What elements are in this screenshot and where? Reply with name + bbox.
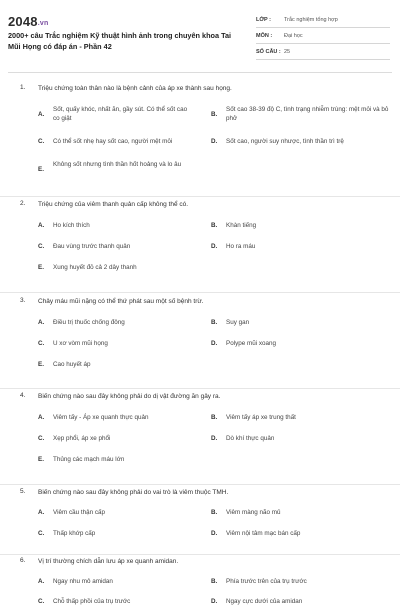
question-text: Biến chứng nào sau đây không phải do vai trò là viêm thuộc TMH. bbox=[38, 489, 229, 496]
document-meta bbox=[256, 14, 390, 62]
option-letter: E. bbox=[38, 166, 44, 173]
meta-class-value: Trắc nghiệm tổng hợp bbox=[284, 17, 338, 23]
option-letter: D. bbox=[211, 530, 218, 537]
option-letter: D. bbox=[211, 340, 218, 347]
meta-class-label: LỚP : bbox=[256, 17, 271, 23]
option-text: Sốt, quấy khóc, nhất ăn, gầy sút. Có thể sốt cao co giật bbox=[53, 106, 188, 122]
question-6 bbox=[0, 555, 400, 605]
question-number: 2. bbox=[20, 200, 26, 207]
option-text: Cao huyết áp bbox=[53, 361, 91, 368]
question-text: Chảy máu mũi nặng có thể thứ phát sau một số bệnh trừ. bbox=[38, 298, 204, 305]
question-2 bbox=[0, 197, 400, 293]
document-title: 2000+ câu Trắc nghiệm Kỹ thuật hình ảnh trong chuyên khoa Tai Mũi Họng có đáp án - Phần 42 bbox=[8, 31, 232, 51]
header-divider bbox=[8, 72, 392, 73]
option-letter: A. bbox=[38, 509, 45, 516]
site-logo[interactable] bbox=[8, 14, 48, 29]
meta-count-label: SỐ CÂU : bbox=[256, 49, 281, 55]
option-text: Đau vùng trước thanh quản bbox=[53, 243, 131, 250]
option-text: Chỗ thấp phồi của trụ trước bbox=[53, 598, 131, 605]
option-text: Ho kích thích bbox=[53, 222, 90, 229]
question-text: Biến chứng nào sau đây không phải do dị vật đường ăn gây ra. bbox=[38, 393, 221, 400]
question-number: 5. bbox=[20, 488, 26, 495]
option-text: Ngay nhu mô amidan bbox=[53, 578, 113, 585]
option-text: Thấp khớp cấp bbox=[53, 530, 96, 537]
option-letter: B. bbox=[211, 222, 218, 229]
option-letter: C. bbox=[38, 243, 45, 250]
option-text: Ngay cực dưới của amidan bbox=[226, 598, 303, 605]
question-text: Triệu chứng của viêm thanh quản cấp không thể có. bbox=[38, 201, 189, 208]
option-letter: C. bbox=[38, 435, 45, 442]
option-text: Có thể sốt nhẹ hay sốt cao, người mệt mỏi bbox=[53, 138, 173, 145]
meta-count-value: 25 bbox=[284, 49, 291, 55]
option-letter: C. bbox=[38, 598, 45, 605]
question-number: 6. bbox=[20, 557, 26, 564]
option-text: Viêm nội tâm mạc bán cấp bbox=[226, 530, 301, 537]
option-letter: C. bbox=[38, 340, 45, 347]
option-text: Sốt cao 38-39 độ C, tình trạng nhiễm trùng: mệt mỏi và bỏ phở bbox=[226, 106, 389, 122]
option-text: Thủng các mạch máu lớn bbox=[53, 456, 125, 463]
option-letter: B. bbox=[211, 319, 218, 326]
meta-subject-label: MÔN : bbox=[256, 33, 273, 39]
page-header bbox=[0, 0, 400, 70]
meta-class bbox=[256, 14, 390, 28]
logo-text: 2048 bbox=[8, 14, 38, 29]
question-text: Vị trí thường chích dẫn lưu áp xe quanh amidan. bbox=[38, 558, 179, 565]
option-text: Khàn tiếng bbox=[226, 222, 257, 229]
option-letter: D. bbox=[211, 598, 218, 605]
option-text: Xung huyết đỏ cả 2 dây thanh bbox=[53, 264, 137, 271]
option-letter: A. bbox=[38, 111, 45, 118]
option-text: Polype mũi xoang bbox=[226, 340, 277, 347]
option-text: Dò khí thực quản bbox=[226, 435, 275, 442]
option-letter: B. bbox=[211, 111, 218, 118]
meta-subject-value: Đại học bbox=[284, 33, 303, 39]
option-letter: A. bbox=[38, 414, 45, 421]
option-text: Phía trước trên của trụ trước bbox=[226, 578, 307, 585]
option-letter: C. bbox=[38, 138, 45, 145]
option-text: Viêm tấy - Áp xe quanh thực quản bbox=[53, 414, 149, 421]
option-letter: B. bbox=[211, 578, 218, 585]
option-text: Ho ra máu bbox=[226, 243, 256, 250]
meta-count bbox=[256, 46, 390, 60]
option-letter: A. bbox=[38, 578, 45, 585]
option-letter: A. bbox=[38, 319, 45, 326]
option-text: U xơ vòm mũi họng bbox=[53, 340, 108, 347]
question-text: Triệu chứng toàn thân nào là bệnh cảnh của áp xe thành sau họng. bbox=[38, 85, 232, 92]
option-text: Sốt cao, người suy nhược, tình thần trì trệ bbox=[226, 138, 344, 145]
option-text: Suy gan bbox=[226, 319, 250, 326]
option-letter: E. bbox=[38, 361, 44, 368]
question-number: 1. bbox=[20, 84, 26, 91]
option-text: Viêm tấy áp xe trung thất bbox=[226, 414, 296, 421]
option-text: Xẹp phổi, áp xe phổi bbox=[53, 435, 111, 442]
option-text: Viêm cầu thận cấp bbox=[53, 509, 106, 516]
option-text: Viêm màng não mủ bbox=[226, 509, 281, 516]
question-4 bbox=[0, 389, 400, 485]
option-letter: C. bbox=[38, 530, 45, 537]
question-5 bbox=[0, 485, 400, 555]
option-letter: B. bbox=[211, 509, 218, 516]
meta-subject bbox=[256, 30, 390, 44]
option-letter: E. bbox=[38, 264, 44, 271]
question-number: 3. bbox=[20, 297, 26, 304]
option-text: Điều trị thuốc chống đông bbox=[53, 319, 125, 326]
option-letter: A. bbox=[38, 222, 45, 229]
question-1 bbox=[0, 74, 400, 197]
option-letter: D. bbox=[211, 138, 218, 145]
option-letter: B. bbox=[211, 414, 218, 421]
option-letter: E. bbox=[38, 456, 44, 463]
logo-suffix: .vn bbox=[37, 20, 49, 27]
option-letter: D. bbox=[211, 435, 218, 442]
option-letter: D. bbox=[211, 243, 218, 250]
question-number: 4. bbox=[20, 392, 26, 399]
question-3 bbox=[0, 293, 400, 389]
option-text: Không sốt nhưng tình thần hốt hoảng và lo âu bbox=[53, 161, 182, 168]
